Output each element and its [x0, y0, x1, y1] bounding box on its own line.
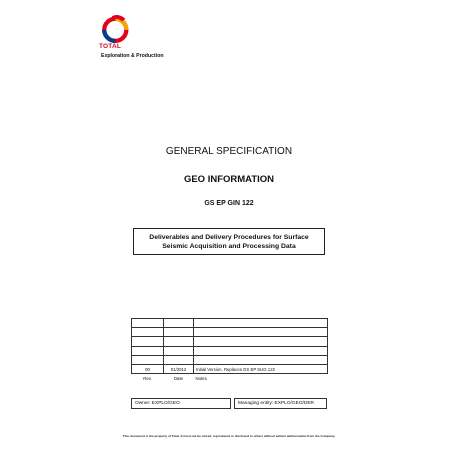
- revision-cell: [132, 346, 164, 355]
- revision-row: [132, 346, 328, 355]
- spec-type-title: GENERAL SPECIFICATION: [165, 146, 293, 157]
- document-title-box: [133, 228, 325, 255]
- document-title-line-1: Deliverables and Delivery Procedures for Surface: [149, 233, 309, 241]
- total-logo-icon: [100, 13, 134, 45]
- notes-cell: [194, 328, 328, 337]
- rev-label: Rev.: [143, 375, 152, 381]
- revision-row: [132, 355, 328, 364]
- date-cell: [164, 328, 194, 337]
- revision-row: [132, 337, 328, 346]
- date-cell: 01/2012: [164, 364, 194, 373]
- date-cell: [164, 355, 194, 364]
- notes-cell: [194, 346, 328, 355]
- notes-cell: Initial Version. Replaces GS EP SUG 122: [194, 364, 328, 373]
- revision-cell: [132, 355, 164, 364]
- discipline-title: GEO INFORMATION: [183, 174, 275, 185]
- notes-label: Notes: [195, 375, 207, 381]
- revision-row: [132, 319, 328, 328]
- division-name: Exploration & Production: [101, 53, 164, 59]
- revision-table: [131, 318, 328, 382]
- date-cell: [164, 319, 194, 328]
- revision-labels-row: [132, 374, 328, 383]
- revision-cell: [132, 319, 164, 328]
- confidentiality-footer: This document is the property of Total. It must not be stored, reproduced or disclosed to others without written authorisation from the Company.: [122, 434, 336, 438]
- document-title-line-2: Seismic Acquisition and Processing Data: [162, 242, 296, 250]
- managing-entity-box: Managing entity: EXPLO/GEO/DER: [234, 398, 327, 409]
- notes-cell: [194, 355, 328, 364]
- brand-name: TOTAL: [99, 43, 122, 50]
- owner-box: Owner: EXPLO/GEO: [131, 398, 231, 409]
- revision-cell: 00: [132, 364, 164, 373]
- revision-cell: [132, 328, 164, 337]
- notes-cell: [194, 337, 328, 346]
- date-label: Date: [173, 375, 184, 381]
- notes-cell: [194, 319, 328, 328]
- revision-row: [132, 364, 328, 373]
- document-code: GS EP GIN 122: [204, 200, 254, 207]
- date-cell: [164, 346, 194, 355]
- revision-cell: [132, 337, 164, 346]
- revision-row: [132, 328, 328, 337]
- date-cell: [164, 337, 194, 346]
